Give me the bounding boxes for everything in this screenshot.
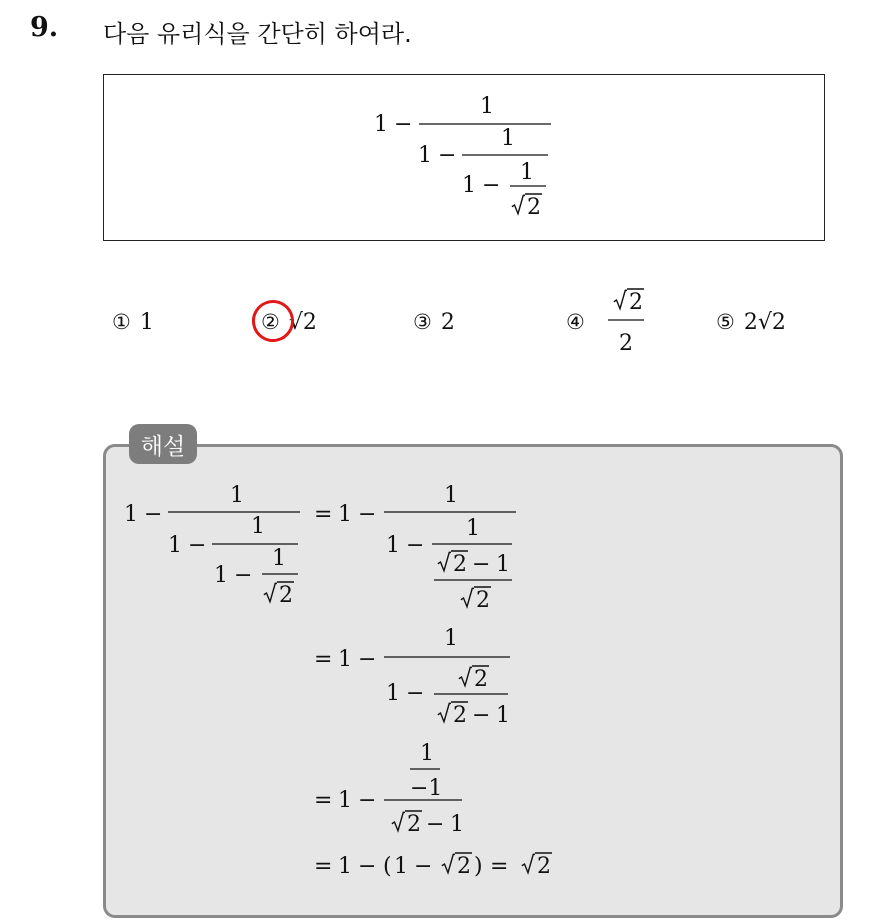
solution-step-2 [314,626,510,728]
math-glyph: 1 [394,854,408,879]
math-glyph: 1 [450,812,464,837]
math-glyph: 1 [501,126,515,151]
math-glyph: 2 [457,854,471,879]
math-glyph: 1 [466,516,480,541]
math-glyph: − [358,502,377,527]
math-glyph: − [394,112,413,137]
math-glyph: − [472,703,491,728]
math-glyph: 1 [251,514,265,539]
math-glyph: − [358,788,377,813]
math-glyph: 2 [476,588,490,613]
solution-step-4 [314,853,552,879]
math-glyph: 1 [338,788,352,813]
math-glyph: 1 [520,160,534,185]
math-glyph: 2 [527,195,541,220]
math-glyph: 2 [537,854,551,879]
math-glyph: 1 [386,533,400,558]
math-glyph: 1 [386,681,400,706]
math-glyph: 1 [272,546,286,571]
math-glyph: = [314,502,333,527]
math-glyph: − [358,647,377,672]
math-glyph: 1 [496,552,510,577]
choice-5[interactable]: ⑤ 2√2 [716,310,786,335]
math-glyph: 1 [338,647,352,672]
math-glyph: 2 [453,703,467,728]
math-glyph: 1 [420,741,434,766]
math-glyph: −1 [410,776,443,801]
question-text: 다음 유리식을 간단히 하여라. [103,20,412,48]
math-glyph: = [490,854,509,879]
math-glyph: 2 [453,552,467,577]
math-glyph: − [144,502,163,527]
math-glyph: 1 [338,854,352,879]
math-glyph: − [234,563,253,588]
math-glyph: 2 [619,331,633,356]
math-glyph: 1 [444,626,458,651]
math-glyph: 1 [444,483,458,508]
math-glyph: 1 [418,143,432,168]
math-glyph: = [314,647,333,672]
solution-step-0 [124,483,300,608]
math-glyph: − [426,812,445,837]
math-glyph: 1 [480,94,494,119]
solution-step-3 [314,741,464,837]
choice-3[interactable]: ③ 2 [413,310,455,335]
math-glyph: − [406,681,425,706]
math-glyph: − [472,552,491,577]
question-number: 9. [30,12,59,43]
math-glyph: 1 [338,502,352,527]
math-glyph: 2 [407,812,421,837]
math-glyph: − [438,143,457,168]
choice-2[interactable]: ② √2 [261,310,317,335]
math-glyph: − [188,533,207,558]
math-glyph: 2 [474,667,488,692]
math-glyph: 1 [374,112,388,137]
math-glyph: 1 [462,173,476,198]
math-glyph: 2 [279,583,293,608]
solution-label: 해설 [129,424,197,464]
math-glyph: − [406,533,425,558]
choice-1[interactable]: ① 1 [112,310,154,335]
math-glyph: ( [383,854,392,879]
math-glyph: 1 [230,483,244,508]
choice-4[interactable]: ④ [566,310,585,334]
math-glyph: 2 [629,290,643,315]
math-glyph: − [414,854,433,879]
math-glyph: − [482,173,501,198]
math-glyph: 1 [124,502,138,527]
math-glyph: 1 [496,703,510,728]
solution-step-1 [314,483,516,613]
math-glyph: 1 [168,533,182,558]
math-glyph: = [314,854,333,879]
math-glyph: = [314,788,333,813]
math-glyph: 1 [214,563,228,588]
math-glyph: − [358,854,377,879]
math-glyph: ) [474,854,483,879]
